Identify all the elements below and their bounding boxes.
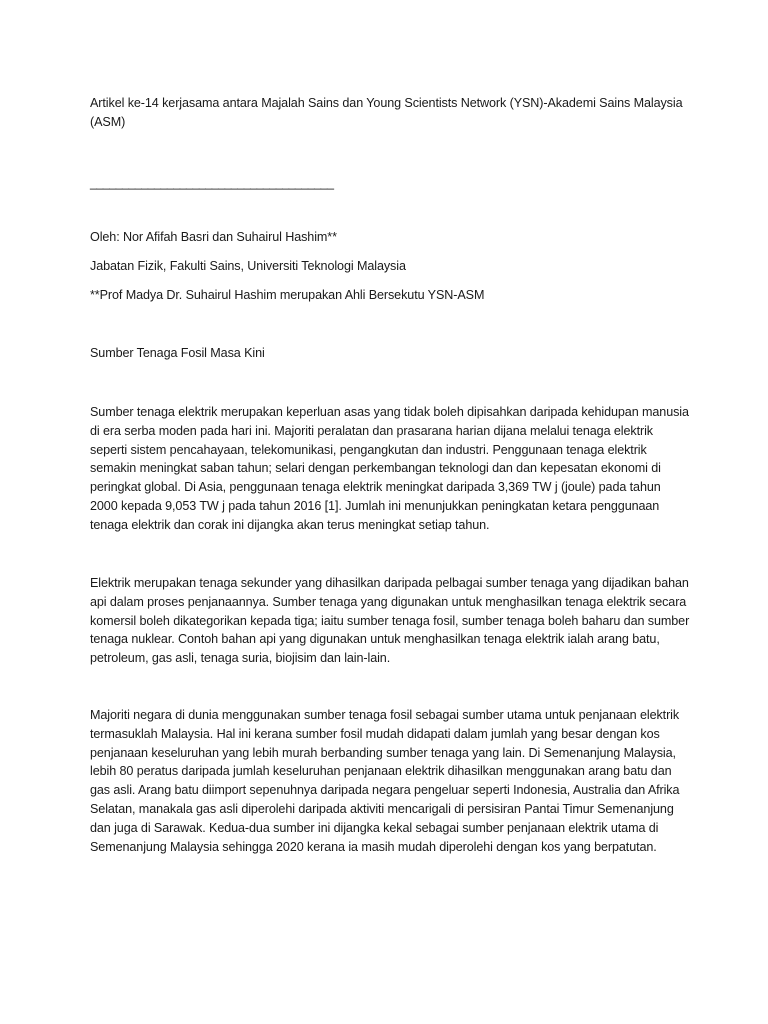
author-note: **Prof Madya Dr. Suhairul Hashim merupakan Ahli Bersekutu YSN-ASM xyxy=(90,288,485,302)
paragraph: Sumber tenaga elektrik merupakan keperluan asas yang tidak boleh dipisahkan daripada kehidupan manusia di era serba moden pada hari ini. Majoriti peralatan dan prasarana harian dijana melalui tenaga elektrik seperti sistem pencahayaan, telekomunikasi, pengangkutan dan industri. Penggunaan tenaga elektrik semakin meningkat saban tahun; selari dengan perkembangan teknologi dan dan kepesatan ekonomi di peringkat global. Di Asia, penggunaan tenaga elektrik meningkat daripada 3,369 TW j (joule) pada tahun 2000 kepada 9,053 TW j pada tahun 2016 [1]. Jumlah ini menunjukkan peningkatan ketara penggunaan tenaga elektrik dan corak ini dijangka akan terus meningkat setiap tahun. xyxy=(90,405,689,532)
paragraph: Majoriti negara di dunia menggunakan sumber tenaga fosil sebagai sumber utama untuk penjanaan elektrik termasuklah Malaysia. Hal ini kerana sumber fosil mudah didapati dalam jumlah yang besar dengan kos penjanaan keseluruhan yang lebih murah berbanding sumber tenaga yang lain. Di Semenanjung Malaysia, lebih 80 peratus daripada jumlah keseluruhan penjanaan elektrik dihasilkan menggunakan arang batu dan gas asli. Arang batu diimport sepenuhnya daripada negara pengeluar seperti Indonesia, Australia dan Afrika Selatan, manakala gas asli diperolehi daripada aktiviti mencarigali di persisiran Pantai Timur Semenanjung dan juga di Sarawak. Kedua-dua sumber ini dijangka kekal sebagai sumber penjanaan elektrik utama di Semenanjung Malaysia sehingga 2020 kerana ia masih mudah diperolehi dengan kos yang berpatutan. xyxy=(90,708,680,854)
section-title: Sumber Tenaga Fosil Masa Kini xyxy=(90,346,265,360)
paragraph: Elektrik merupakan tenaga sekunder yang dihasilkan daripada pelbagai sumber tenaga yang dijadikan bahan api dalam proses penjanaannya. Sumber tenaga yang digunakan untuk menghasilkan tenaga elektrik secara komersil boleh dikategorikan kepada tiga; iaitu sumber tenaga fosil, sumber tenaga boleh baharu dan sumber tenaga nuklear. Contoh bahan api yang digunakan untuk menghasilkan tenaga elektrik ialah arang batu, petroleum, gas asli, tenaga suria, biojisim dan lain-lain. xyxy=(90,576,690,666)
author-line: Oleh: Nor Afifah Basri dan Suhairul Hashim** xyxy=(90,230,337,244)
separator-line: ______________________________________ xyxy=(90,176,334,190)
article-intro: Artikel ke-14 kerjasama antara Majalah Sains dan Young Scientists Network (YSN)-Akademi Sains Malaysia (ASM) xyxy=(90,96,683,129)
affiliation-line: Jabatan Fizik, Fakulti Sains, Universiti Teknologi Malaysia xyxy=(90,259,406,273)
